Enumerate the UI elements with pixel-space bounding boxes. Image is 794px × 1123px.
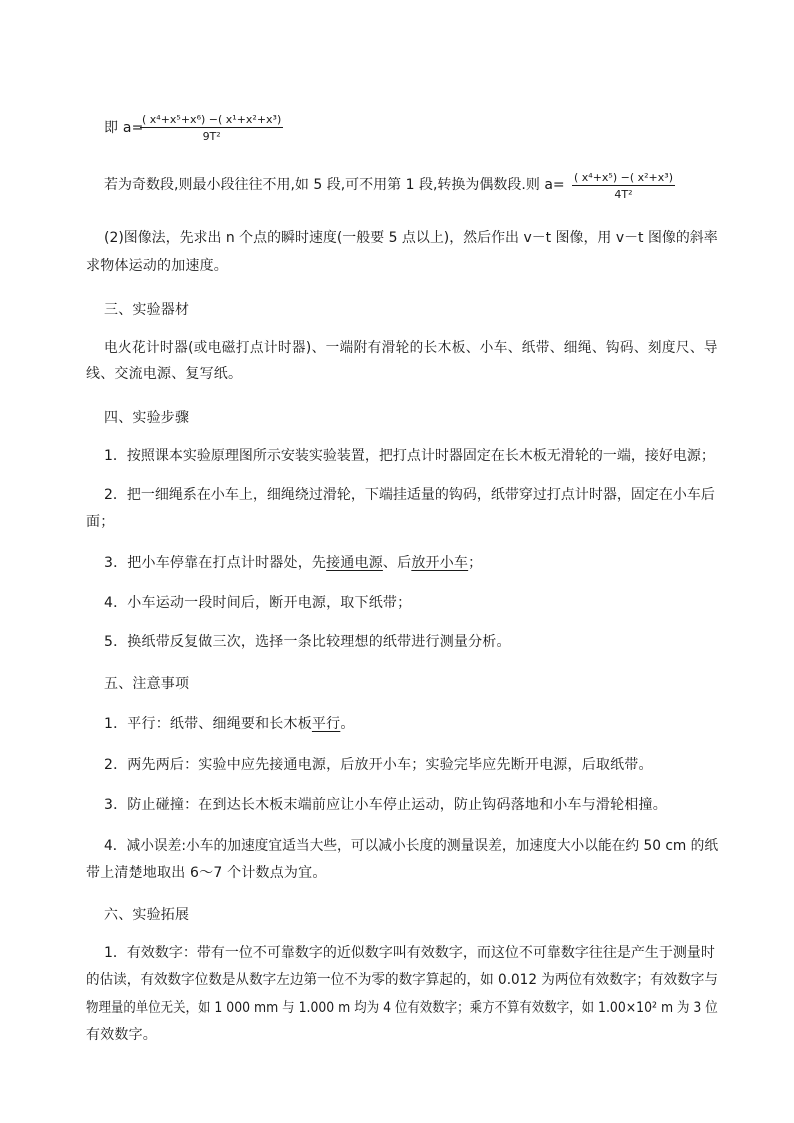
formula2-prefix: 若为奇数段,则最小段往往不用,如 5 段,可不用第 1 段,转换为偶数段.则 a= xyxy=(104,177,565,193)
graph-method-line1: (2)图像法，先求出 n 个点的瞬时速度(一般要 5 点以上)，然后作出 v－t 图像，用 v－t 图像的斜率 xyxy=(104,230,718,246)
step3-text-a: 3．把小车停靠在打点计时器处，先 xyxy=(104,555,327,571)
note4-line2: 带上清楚地取出 6～7 个计数点为宜。 xyxy=(86,865,327,881)
section6-line4: 有效数字。 xyxy=(86,1027,157,1043)
note1-underlined-parallel: 平行 xyxy=(311,716,341,732)
step2-line1: 2．把一细绳系在小车上，细绳绕过滑轮，下端挂适量的钩码，纸带穿过打点计时器，固定在小车后 xyxy=(104,487,715,503)
graph-method-line2: 求物体运动的加速度。 xyxy=(86,258,228,274)
step3-text-c: 、后 xyxy=(382,555,412,571)
note3: 3．防止碰撞：在到达长木板末端前应让小车停止运动，防止钩码落地和小车与滑轮相撞。 xyxy=(104,797,667,813)
step1: 1．按照课本实验原理图所示安装实验装置，把打点计时器固定在长木板无滑轮的一端，接好电源； xyxy=(104,448,715,464)
note1-text-a: 1．平行：纸带、细绳要和长木板 xyxy=(104,716,312,732)
step3-text-e: ； xyxy=(468,555,483,571)
formula2-fraction xyxy=(572,171,675,201)
note2: 2．两先两后：实验中应先接通电源，后放开小车；实验完毕应先断开电源，后取纸带。 xyxy=(104,757,653,773)
formula1-numerator: ( x⁴+x⁵+x⁶) −( x¹+x²+x³) xyxy=(142,113,282,126)
formula1-prefix: 即 a= xyxy=(104,120,144,136)
note1 xyxy=(104,716,355,732)
section4-heading: 四、实验步骤 xyxy=(104,410,190,426)
section3-heading: 三、实验器材 xyxy=(104,302,190,318)
section5-heading: 五、注意事项 xyxy=(104,676,190,692)
step3 xyxy=(104,555,482,571)
fraction-bar xyxy=(572,185,675,186)
section3-line1: 电火花计时器(或电磁打点计时器)、一端附有滑轮的长木板、小车、纸带、细绳、钩码、刻度尺、导 xyxy=(104,340,718,356)
step5: 5．换纸带反复做三次，选择一条比较理想的纸带进行测量分析。 xyxy=(104,634,511,650)
step3-underlined-release: 放开小车 xyxy=(411,555,469,571)
formula2-numerator: ( x⁴+x⁵) −( x²+x³) xyxy=(574,171,673,184)
fraction-bar xyxy=(140,127,283,128)
section6-line2: 的估读，有效数字位数是从数字左边第一位不为零的数字算起的，如 0.012 为两位有效数字；有效数字与 xyxy=(86,972,718,988)
step3-underlined-power: 接通电源 xyxy=(326,555,383,571)
note4-line1: 4．减小误差:小车的加速度宜适当大些，可以减小长度的测量误差，加速度大小以能在约 50 cm 的纸 xyxy=(104,838,719,854)
step4: 4．小车运动一段时间后，断开电源，取下纸带； xyxy=(104,595,412,611)
formula1-denominator: 9T² xyxy=(202,130,221,143)
section6-heading: 六、实验拓展 xyxy=(104,907,190,923)
step2-line2: 面； xyxy=(86,514,115,530)
section3-line2: 线、交流电源、复写纸。 xyxy=(86,366,243,382)
formula2-denominator: 4T² xyxy=(614,188,633,201)
note1-text-c: 。 xyxy=(340,716,355,732)
section6-line3: 物理量的单位无关，如 1 000 mm 与 1.000 m 均为 4 位有效数字；乘方不算有效数字，如 1.00×10² m 为 3 位 xyxy=(86,1000,718,1016)
formula1-fraction xyxy=(140,113,283,143)
section6-line1: 1．有效数字：带有一位不可靠数字的近似数字叫有效数字，而这位不可靠数字往往是产生于测量时 xyxy=(104,945,715,961)
